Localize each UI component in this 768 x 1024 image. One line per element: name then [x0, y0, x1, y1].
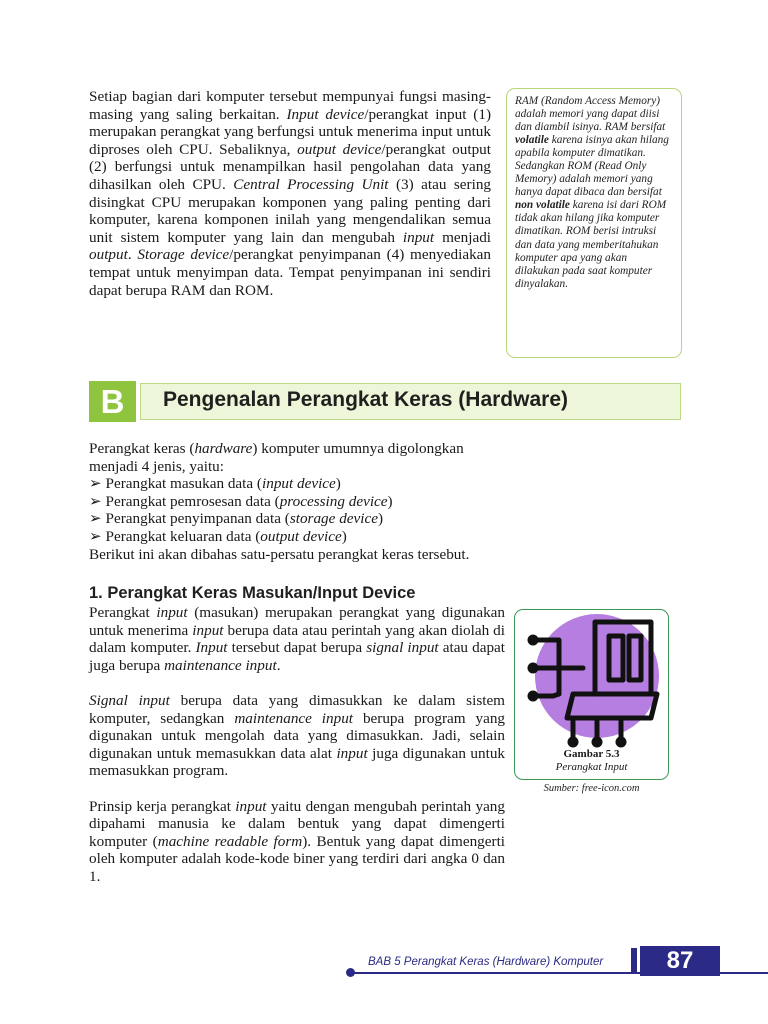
figure-source: Sumber: free-icon.com [543, 783, 640, 794]
intro-paragraph: Setiap bagian dari komputer tersebut mempunyai fungsi masing-masing yang saling berkaitan. Input device/perangkat input (1) merupakan perangkat yang berfungsi untuk menerima input untuk diproses oleh CPU. Sebaliknya, output device/perangkat output (2) berfungsi untuk menampilkan hasil pengolahan data yang dihasilkan oleh CPU. Central Processing Unit (3) atau sering disingkat CPU merupakan komponen yang paling penting dari komputer, karena komponen inilah yang mengendalikan semua unit sistem komputer yang lain dan mengubah input menjadi output. Storage device/perangkat penyimpanan (4) menyediakan tempat untuk menyimpan data. Tempat penyimpanan ini sendiri dapat berupa RAM dan ROM. [89, 88, 492, 299]
arrow-bullet-icon: ➢ [89, 492, 102, 510]
section-letter: B [89, 381, 136, 422]
figure-box [514, 609, 669, 780]
list-item: ➢ Perangkat keluaran data (output device) [89, 527, 347, 545]
section-title: Pengenalan Perangkat Keras (Hardware) [163, 388, 568, 411]
input-device-body [89, 604, 505, 903]
page-number: 87 [640, 946, 720, 976]
arrow-bullet-icon: ➢ [89, 475, 102, 493]
arrow-bullet-icon: ➢ [89, 527, 102, 545]
paragraph: Perangkat input (masukan) merupakan perangkat yang digunakan untuk menerima input berupa data atau perintah yang akan diolah di dalam komputer. Input tersebut dapat berupa signal input atau dapat juga berupa maintenance input. [89, 604, 506, 674]
list-item: ➢ Perangkat pemrosesan data (processing device) [89, 492, 393, 510]
list-item: ➢ Perangkat masukan data (input device) [89, 475, 341, 493]
footer-bar [631, 948, 637, 974]
section-b-heading [89, 381, 681, 422]
paragraph: Prinsip kerja perangkat input yaitu dengan mengubah perintah yang dipahami manusia ke dalam bentuk yang dapat dimengerti komputer (machine readable form). Bentuk yang dapat dimengerti oleh komputer adalah kode-kode biner yang terdiri dari angka 0 dan 1. [89, 797, 506, 885]
list-item: ➢ Perangkat penyimpanan data (storage device) [89, 510, 384, 528]
paragraph: Signal input berupa data yang dimasukkan ke dalam sistem komputer, sedangkan maintenance input berupa program yang digunakan untuk mengolah data yang dimasukkan. Jadi, selain digunakan untuk memasukkan data alat input juga digunakan untuk memasukkan program. [89, 691, 506, 780]
figure-caption: Gambar 5.3 Perangkat Input [555, 748, 628, 773]
hardware-closing: Berikut ini akan dibahas satu-persatu perangkat keras tersebut. [89, 545, 470, 563]
ram-rom-note-box: RAM (Random Access Memory) adalah memori yang dapat diisi dan diambil isinya. RAM bersifat volatile karena isinya akan hilang apabila komputer dimatikan. Sedangkan ROM (Read Only Memory) adalah memori yang hanya dapat dibaca dan bersifat non volatile karena isi dari ROM tidak akan hilang jika komputer dimatikan. ROM berisi intruksi dan data yang memberitahukan komputer apa yang akan dilakukan pada saat komputer dinyalakan. [506, 88, 682, 358]
arrow-bullet-icon: ➢ [89, 510, 102, 528]
chapter-footer: BAB 5 Perangkat Keras (Hardware) Komputer [368, 956, 604, 968]
computer-circuit-icon [523, 614, 661, 748]
hardware-intro: Perangkat keras (hardware) komputer umumnya digolongkan menjadi 4 jenis, yaitu: ➢ Perangkat masukan data (input device) ➢ Perangkat pemrosesan data (processing device) ➢ Perangkat penyimpanan data (storage device) ➢ Perangkat keluaran data (output device) Berikut ini akan dibahas satu-persatu perangkat keras tersebut. [89, 440, 509, 563]
subsection-title: 1. Perangkat Keras Masukan/Input Device [89, 584, 416, 602]
